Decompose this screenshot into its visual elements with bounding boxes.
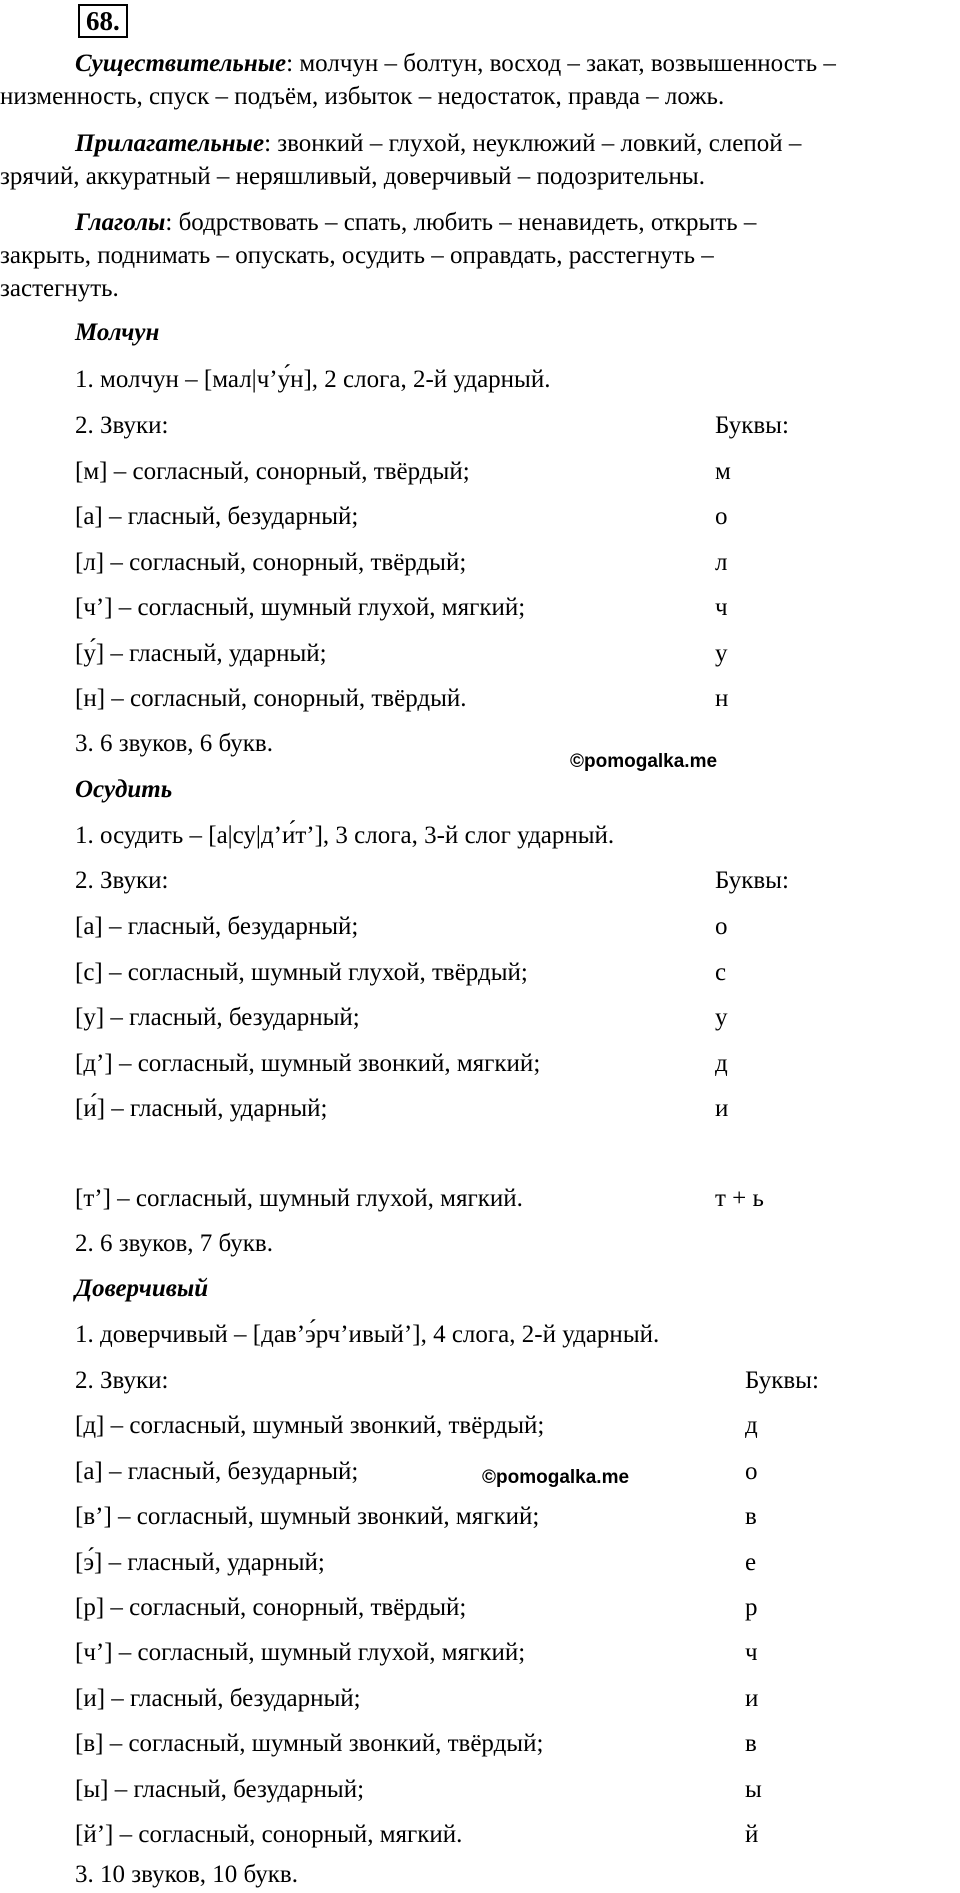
letter-value: у [715, 1004, 728, 1031]
sounds-header-row [75, 409, 935, 442]
letter-value: й [745, 1821, 759, 1848]
sound-row [75, 910, 935, 943]
letter-value: м [715, 458, 731, 485]
sound-description: [ч’] – согласный, шумный глухой, мягкий; [75, 594, 526, 621]
letter-value: о [715, 503, 728, 530]
nouns-line-1 [75, 47, 836, 80]
verbs-line-1 [75, 206, 756, 239]
sounds-header-row [75, 864, 935, 897]
letter-value: р [745, 1594, 758, 1621]
sound-description: [м] – согласный, сонорный, твёрдый; [75, 458, 470, 485]
sound-row [75, 1591, 935, 1624]
letter-value: с [715, 959, 727, 986]
transcription-doverchivyy: 1. доверчивый – [дав’э́рч’ивый’], 4 слога, 2-й ударный. [75, 1321, 660, 1348]
summary-molchun: 3. 6 звуков, 6 букв. [75, 730, 273, 757]
letter-value: д [745, 1412, 758, 1439]
transcription-molchun: 1. молчун – [мал|ч’у́н], 2 слога, 2-й ударный. [75, 366, 551, 393]
sound-description: [р] – согласный, сонорный, твёрдый; [75, 1594, 467, 1621]
letter-value: ч [715, 594, 728, 621]
letter-value: ы [745, 1776, 762, 1803]
letter-value: д [715, 1050, 728, 1077]
sound-description: [ч’] – согласный, шумный глухой, мягкий; [75, 1639, 526, 1666]
letter-value: е [745, 1549, 757, 1576]
adjectives-line-1 [75, 127, 801, 160]
sound-row [75, 455, 935, 488]
sound-row [75, 637, 935, 670]
sound-description: [д] – согласный, шумный звонкий, твёрдый; [75, 1412, 545, 1439]
letters-header: Буквы: [715, 412, 789, 439]
adjectives-line-2: зрячий, аккуратный – неряшливый, доверчивый – подозрительны. [0, 163, 705, 190]
sound-description: [д’] – согласный, шумный звонкий, мягкий; [75, 1050, 541, 1077]
sounds-header: 2. Звуки: [75, 412, 169, 439]
sound-row [75, 682, 935, 715]
letter-value: в [745, 1503, 757, 1530]
summary-doverchivyy: 3. 10 звуков, 10 букв. [75, 1861, 298, 1888]
letter-value: ч [745, 1639, 758, 1666]
sound-row [75, 1047, 935, 1080]
letters-header: Буквы: [715, 867, 789, 894]
nouns-line-2: низменность, спуск – подъём, избыток – недостаток, правда – ложь. [0, 83, 725, 110]
word-title-molchun: Молчун [75, 319, 160, 346]
letter-value: о [745, 1458, 758, 1485]
sound-row [75, 591, 935, 624]
letter-value: т + ь [715, 1185, 764, 1212]
sound-row [75, 1182, 935, 1215]
sound-row [75, 1818, 935, 1851]
sound-description: [э́] – гласный, ударный; [75, 1549, 325, 1576]
letter-value: о [715, 913, 728, 940]
sounds-header-row [75, 1364, 935, 1397]
sound-row [75, 1001, 935, 1034]
letter-value: л [715, 549, 728, 576]
sound-description: [й’] – согласный, сонорный, мягкий. [75, 1821, 463, 1848]
nouns-text-1: : молчун – болтун, восход – закат, возвышенность – [286, 50, 836, 77]
sound-description: [ы] – гласный, безударный; [75, 1776, 365, 1803]
adjectives-label: Прилагательные [75, 130, 265, 157]
sound-row [75, 1500, 935, 1533]
sound-row [75, 1727, 935, 1760]
sound-row [75, 1636, 935, 1669]
sound-row [75, 1682, 935, 1715]
sound-row [75, 1409, 935, 1442]
exercise-number: 68. [78, 4, 128, 38]
watermark: ©pomogalka.me [570, 751, 718, 772]
sound-description: [и́] – гласный, ударный; [75, 1095, 328, 1122]
verbs-text-1: : бодрствовать – спать, любить – ненавидеть, открыть – [165, 209, 757, 236]
sound-row [75, 1092, 935, 1125]
sound-description: [а] – гласный, безударный; [75, 503, 359, 530]
verbs-line-2: закрыть, поднимать – опускать, осудить – оправдать, расстегнуть – [0, 242, 714, 269]
sound-description: [у́] – гласный, ударный; [75, 640, 327, 667]
sound-description: [с] – согласный, шумный глухой, твёрдый; [75, 959, 528, 986]
sound-row [75, 1546, 935, 1579]
sound-row [75, 546, 935, 579]
letter-value: и [745, 1685, 759, 1712]
verbs-label: Глаголы [75, 209, 166, 236]
sound-description: [а] – гласный, безударный; [75, 1458, 359, 1485]
adjectives-text-1: : звонкий – глухой, неуклюжий – ловкий, слепой – [264, 130, 802, 157]
sound-description: [т’] – согласный, шумный глухой, мягкий. [75, 1185, 523, 1212]
sound-row [75, 1773, 935, 1806]
sounds-header: 2. Звуки: [75, 1367, 169, 1394]
transcription-osudit: 1. осудить – [а|су|д’и́т’], 3 слога, 3-й слог ударный. [75, 822, 615, 849]
letter-value: и [715, 1095, 729, 1122]
letter-value: у [715, 640, 728, 667]
sound-description: [л] – согласный, сонорный, твёрдый; [75, 549, 467, 576]
sound-description: [а] – гласный, безударный; [75, 913, 359, 940]
verbs-line-3: застегнуть. [0, 275, 119, 302]
letters-header: Буквы: [745, 1367, 819, 1394]
sound-description: [н] – согласный, сонорный, твёрдый. [75, 685, 467, 712]
sound-row [75, 956, 935, 989]
letter-value: в [745, 1730, 757, 1757]
sound-description: [и] – гласный, безударный; [75, 1685, 361, 1712]
word-title-osudit: Осудить [75, 776, 173, 803]
sounds-header: 2. Звуки: [75, 867, 169, 894]
word-title-doverchivyy: Доверчивый [75, 1275, 209, 1302]
letter-value: н [715, 685, 729, 712]
sound-description: [в’] – согласный, шумный звонкий, мягкий; [75, 1503, 540, 1530]
summary-osudit: 2. 6 звуков, 7 букв. [75, 1230, 273, 1257]
sound-description: [у] – гласный, безударный; [75, 1004, 360, 1031]
sound-description: [в] – согласный, шумный звонкий, твёрдый; [75, 1730, 544, 1757]
nouns-label: Существительные [75, 50, 287, 77]
sound-row [75, 500, 935, 533]
watermark: ©pomogalka.me [482, 1467, 630, 1488]
